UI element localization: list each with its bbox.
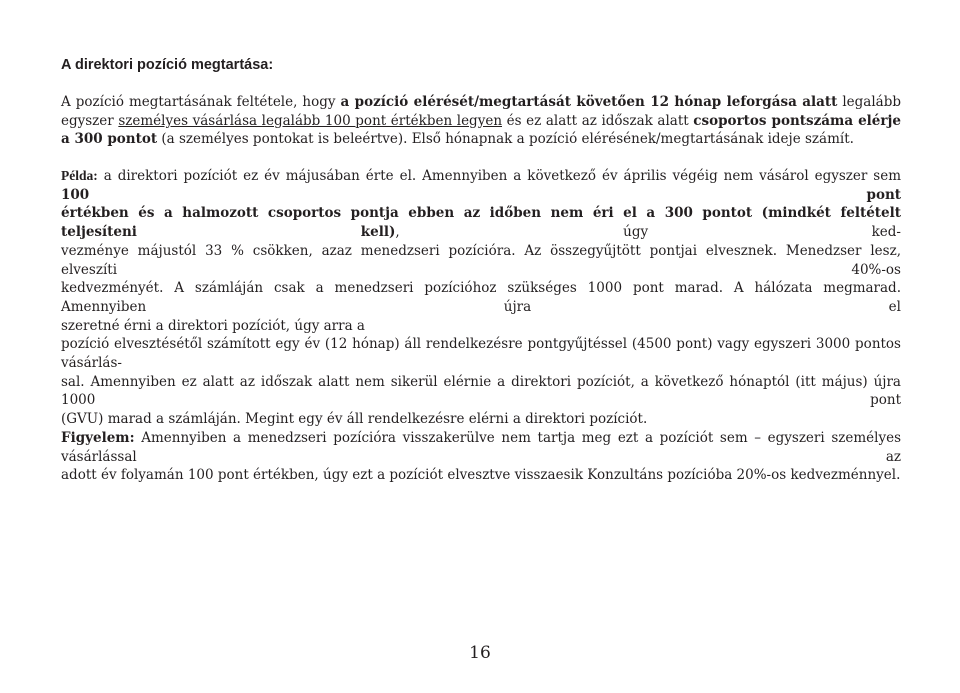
text: A pozíció megtartásának feltétele, hogy — [61, 94, 341, 110]
text: , úgy ked- — [395, 224, 901, 241]
text: Amennyiben a következő év április végéig nem vásárol egyszer sem — [416, 168, 902, 184]
example-label: Példa: — [61, 168, 98, 183]
text-line: (GVU) marad a számláján. Megint egy év áll rendelkezésre elérni a direktori pozíciót. — [61, 411, 648, 428]
text-line: sal. Amennyiben ez alatt az időszak alatt nem sikerül elérnie a direktori pozíciót, a következő hónaptól (itt május) újra 1000 pont — [61, 373, 901, 409]
retention-condition-paragraph — [61, 93, 901, 149]
text-line — [61, 204, 901, 241]
underlined-text: személyes vásárlása legalább 100 pont értékben legyen — [118, 112, 503, 129]
emphasis-text: 100 pont — [61, 186, 901, 203]
text: a direktori pozíciót ez év májusában érte el. — [97, 168, 417, 184]
text-line — [61, 167, 901, 204]
text-line: vezménye májustól 33 % csökken, azaz menedzseri pozícióra. Az összegyűjtött pontjai elvesznek. Menedzser lesz, elveszíti 40%-os — [61, 242, 901, 278]
text-line — [61, 429, 901, 466]
example-paragraph — [61, 167, 901, 485]
text-line: szeretné érni a direktori pozíciót, úgy arra a — [61, 317, 365, 334]
text-line: pozíció elvesztésétől számított egy év (12 hónap) áll rendelkezésre pontgyűjtéssel (4500 pont) vagy egyszeri 3000 pontos vásárlás- — [61, 336, 901, 372]
text: és ez alatt az időszak alatt — [502, 112, 694, 129]
emphasis-text: csoportos pontszáma elérje a 300 pontot — [61, 112, 901, 148]
text-line: adott év folyamán 100 pont értékben, úgy ezt a pozíciót elvesztve visszaesik Konzultáns pozícióba 20%-os kedvezménnyel. — [61, 467, 901, 484]
warning-label: Figyelem: — [61, 429, 135, 446]
text: (a személyes pontokat is beleértve). Első hónapnak a pozíció elérésének/megtartásának ideje számít. — [157, 131, 854, 148]
section-heading: A direktori pozíció megtartása: — [61, 57, 274, 73]
emphasis-text: értékben és a halmozott csoportos pontja ebben az időben nem éri el a 300 pontot (mindkét feltételt teljesíteni kell) — [61, 205, 901, 241]
text: legalább egyszer — [61, 94, 901, 129]
text: Amennyiben a menedzseri pozícióra visszakerülve nem tartja meg ezt a pozíciót sem – egyszeri személyes vásárlással az — [61, 429, 901, 465]
text-line: kedvezményét. A számláján csak a menedzseri pozícióhoz szükséges 1000 pont marad. A hálózata megmarad. Amennyiben újra el — [61, 280, 901, 315]
page-number: 16 — [469, 643, 491, 663]
emphasis-text: a pozíció elérését/megtartását követően 12 hónap leforgása alatt — [340, 94, 838, 110]
